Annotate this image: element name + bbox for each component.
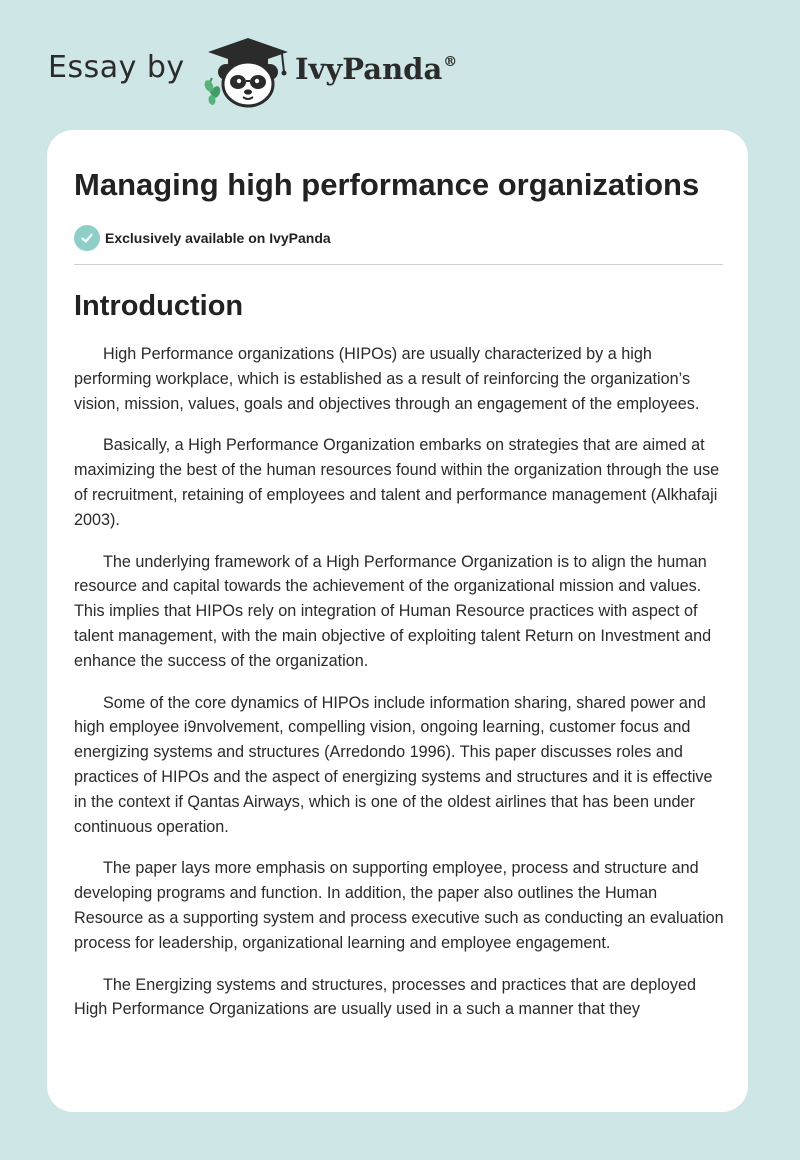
brand-name-text: IvyPanda bbox=[295, 52, 443, 86]
paragraph: Basically, a High Performance Organization embarks on strategies that are aimed at maximizing the best of the human resources found within the organization through the use of recruitment, retaining of employees and talent and performance management (Alkhafaji 2003). bbox=[74, 436, 720, 529]
paragraph: The underlying framework of a High Performance Organization is to align the human resource and capital towards the achievement of the organizational mission and values. This implies that HIPOs rely on integration of Human Resource practices with aspect of talent management, with the main objective of exploiting talent Return on Investment and enhance the success of the organization. bbox=[74, 552, 712, 670]
registered-mark: ® bbox=[443, 54, 458, 70]
essay-card bbox=[47, 130, 748, 1112]
paragraph: The paper lays more emphasis on supporting employee, process and structure and developing programs and function. In addition, the paper also outlines the Human Resource as a supporting system and process executive such as conducting an evaluation process for leadership, organizational learning and employee engagement. bbox=[74, 859, 724, 952]
panda-graduate-icon[interactable] bbox=[204, 34, 292, 110]
divider bbox=[74, 264, 723, 265]
section-heading: Introduction bbox=[74, 290, 244, 322]
brand-name[interactable] bbox=[295, 52, 457, 86]
paragraph: High Performance organizations (HIPOs) are usually characterized by a high performing workplace, which is established as a result of reinforcing the organization’s vision, mission, values, goals and objectives through an engagement of the employees. bbox=[74, 345, 700, 413]
exclusive-badge bbox=[74, 224, 724, 252]
site-header bbox=[48, 34, 488, 114]
page-title: Managing high performance organizations bbox=[74, 167, 700, 202]
paragraph: The Energizing systems and structures, processes and practices that are deployed High Performance Organizations are usually used in a such a manner that they bbox=[74, 975, 696, 1019]
essay-content bbox=[74, 164, 724, 1039]
exclusive-label: Exclusively available on IvyPanda bbox=[105, 230, 331, 246]
check-icon bbox=[74, 225, 100, 251]
paragraph: Some of the core dynamics of HIPOs include information sharing, shared power and high employee i9nvolvement, compelling vision, ongoing learning, customer focus and energizing systems and structures (Arredondo 1996). This paper discusses roles and practices of HIPOs and the aspect of energizing systems and structures and it is effective in the context if Qantas Airways, which is one of the oldest airlines that has been under continuous operation. bbox=[74, 693, 713, 836]
essay-by-label: Essay by bbox=[48, 50, 185, 85]
